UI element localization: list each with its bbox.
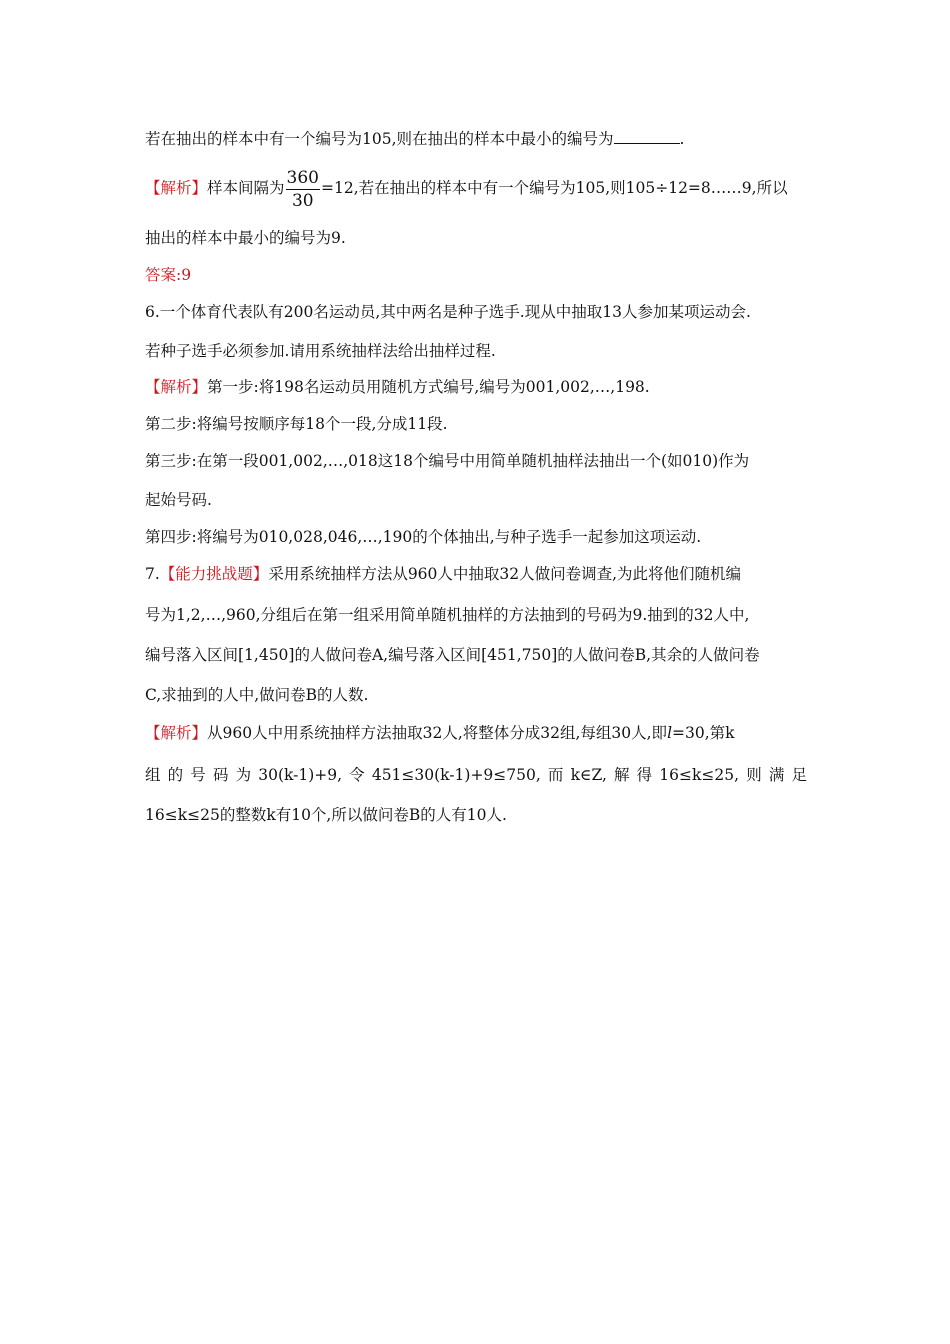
question-7-line-4: C,求抽到的人中,做问卷B的人数. (145, 686, 369, 704)
answer-5: 答案:9 (145, 266, 192, 284)
solution-6-step-4: 第四步:将编号为010,028,046,…,190的个体抽出,与种子选手一起参加这项运动. (145, 528, 702, 546)
question-7-line-2: 号为1,2,…,960,分组后在第一组采用简单随机抽样的方法抽到的号码为9.抽到的32人中, (145, 606, 750, 624)
question-7-line-3: 编号落入区间[1,450]的人做问卷A,编号落入区间[451,750]的人做问卷B,其余的人做问卷 (145, 646, 760, 664)
question-6-line-1: 6.一个体育代表队有200名运动员,其中两名是种子选手.现从中抽取13人参加某项运动会. (145, 303, 751, 321)
solution-6-step-2: 第二步:将编号按顺序每18个一段,分成11段. (145, 415, 448, 433)
question-text: 若在抽出的样本中有一个编号为105,则在抽出的样本中最小的编号为 (145, 130, 614, 148)
solution-7-line-2: 组的号码为30(k-1)+9,令451≤30(k-1)+9≤750,而k∈Z,解得16≤k≤25,则满足 (145, 766, 807, 784)
question-5-tail: 若在抽出的样本中有一个编号为105,则在抽出的样本中最小的编号为 . (145, 130, 685, 148)
solution-tag: 【解析】 (145, 724, 208, 742)
solution-tag: 【解析】 (145, 179, 208, 197)
solution-7-line-1: 【解析】从960人中用系统抽样方法抽取32人,将整体分成32组,每组30人,即l=30,第k (145, 724, 735, 742)
fraction: $\frac{360}{30}$ (286, 167, 319, 211)
solution-6-step-3: 第三步:在第一段001,002,…,018这18个编号中用简单随机抽样法抽出一个(如010)作为 (145, 452, 750, 470)
question-7-line-1: 7.【能力挑战题】采用系统抽样方法从960人中抽取32人做问卷调查,为此将他们随机编 (145, 565, 742, 583)
solution-5-line-1: 【解析】样本间隔为 $\frac{360}{30}$ =12,若在抽出的样本中有一个编号为105,则105÷12=8……9,所以 (145, 167, 788, 211)
solution-tag: 【解析】 (145, 378, 208, 396)
solution-6-step-3-cont: 起始号码. (145, 491, 212, 509)
solution-5-line-2: 抽出的样本中最小的编号为9. (145, 229, 346, 247)
solution-7-line-3: 16≤k≤25的整数k有10个,所以做问卷B的人有10人. (145, 806, 507, 824)
challenge-tag: 【能力挑战题】 (159, 565, 269, 583)
question-6-line-2: 若种子选手必须参加.请用系统抽样法给出抽样过程. (145, 342, 496, 360)
answer-blank (614, 129, 680, 144)
solution-6-step-1: 【解析】第一步:将198名运动员用随机方式编号,编号为001,002,…,198. (145, 378, 650, 396)
